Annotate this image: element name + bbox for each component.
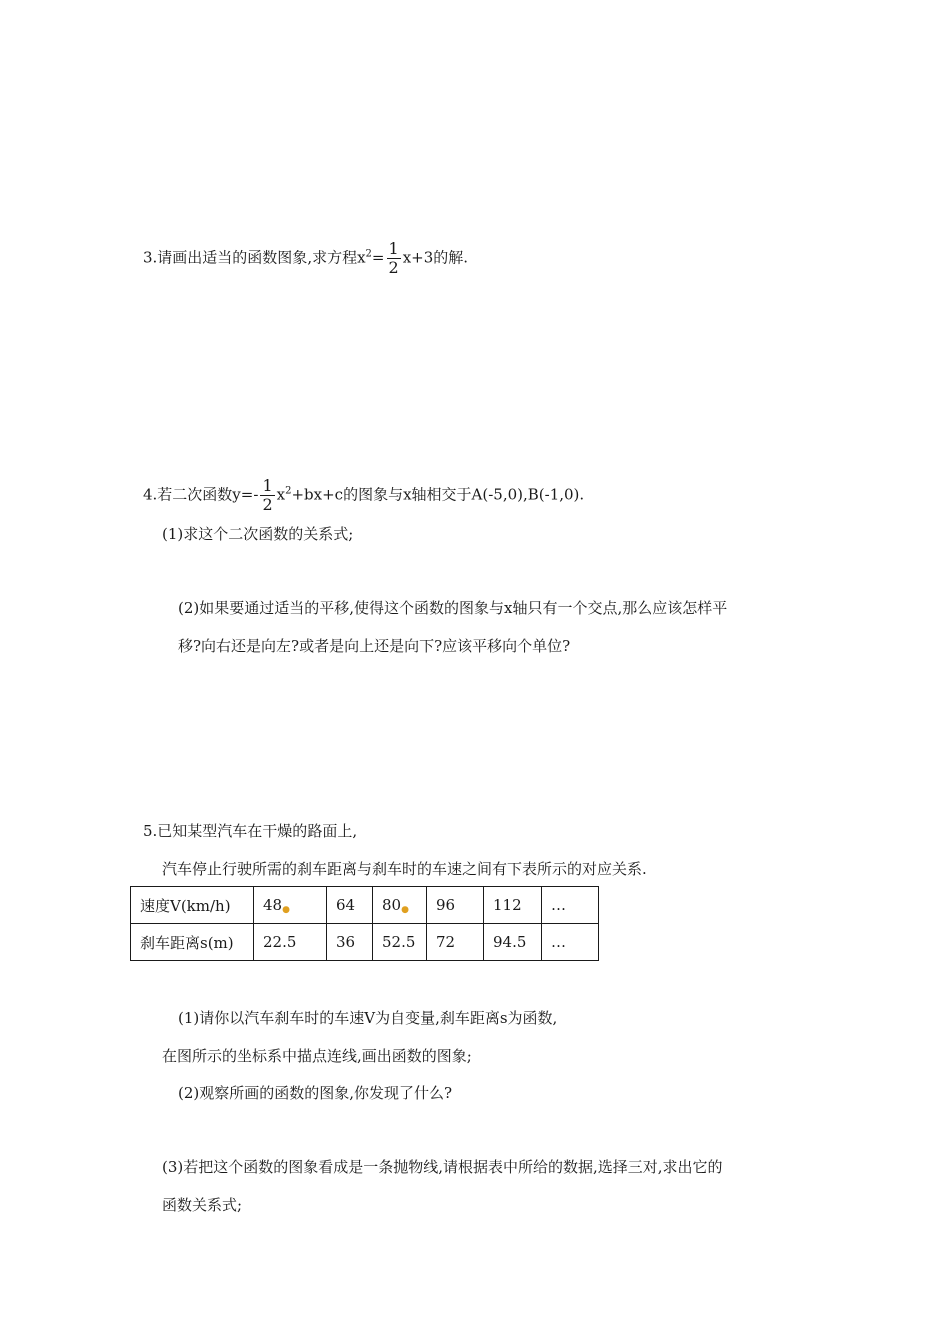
q3-prefix: 3.请画出适当的函数图象,求方程x: [143, 248, 366, 267]
q4-fraction-numerator: 1: [262, 476, 273, 495]
speed-distance-table: [130, 886, 599, 961]
q4-x: x: [276, 485, 286, 504]
table-cell: 96: [427, 887, 484, 924]
row1-header: 速度V(km/h): [131, 887, 254, 924]
table-cell: 80●: [373, 887, 427, 924]
q3-exponent: 2: [365, 248, 372, 260]
q4-fraction: [260, 477, 274, 514]
table-cell: 112: [484, 887, 542, 924]
q4-part1: (1)求这个二次函数的关系式;: [162, 525, 354, 543]
q5-part1-line2: 在图所示的坐标系中描点连线,画出函数的图象;: [162, 1047, 472, 1065]
question-4: [143, 477, 584, 514]
q3-equals: =: [371, 248, 385, 267]
table-cell: 72: [427, 924, 484, 961]
q5-line1: 5.已知某型汽车在干燥的路面上,: [143, 822, 358, 840]
q5-part3-line2: 函数关系式;: [162, 1196, 243, 1214]
q4-fraction-denominator: 2: [262, 495, 273, 514]
q4-part2-line1: (2)如果要通过适当的平移,使得这个函数的图象与x轴只有一个交点,那么应该怎样平: [178, 599, 728, 617]
table-cell: …: [542, 887, 599, 924]
q3-fraction-denominator: 2: [388, 258, 399, 277]
q4-prefix: 4.若二次函数y=-: [143, 485, 259, 504]
table-cell: 94.5: [484, 924, 542, 961]
q5-part1-line1: (1)请你以汽车刹车时的车速V为自变量,刹车距离s为函数,: [178, 1009, 558, 1027]
table-cell: 22.5: [254, 924, 327, 961]
table-cell: 64: [327, 887, 373, 924]
table-cell: 48●: [254, 887, 327, 924]
q4-exponent: 2: [285, 485, 292, 497]
table-cell: 36: [327, 924, 373, 961]
table-cell: …: [542, 924, 599, 961]
question-3: [143, 240, 468, 277]
table-row: [131, 887, 599, 924]
q4-part2-line2: 移?向右还是向左?或者是向上还是向下?应该平移向个单位?: [178, 637, 571, 655]
q4-suffix: +bx+c的图象与x轴相交于A(-5,0),B(-1,0).: [291, 485, 585, 504]
q5-line2: 汽车停止行驶所需的刹车距离与刹车时的车速之间有下表所示的对应关系.: [162, 860, 647, 878]
row2-header: 刹车距离s(m): [131, 924, 254, 961]
q3-fraction: [387, 240, 401, 277]
q3-suffix: x+3的解.: [402, 248, 469, 267]
table-row: [131, 924, 599, 961]
q5-part3-line1: (3)若把这个函数的图象看成是一条抛物线,请根据表中所给的数据,选择三对,求出它的: [162, 1158, 723, 1176]
table-cell: 52.5: [373, 924, 427, 961]
q3-fraction-numerator: 1: [388, 239, 399, 258]
q5-part2: (2)观察所画的函数的图象,你发现了什么?: [178, 1084, 453, 1102]
